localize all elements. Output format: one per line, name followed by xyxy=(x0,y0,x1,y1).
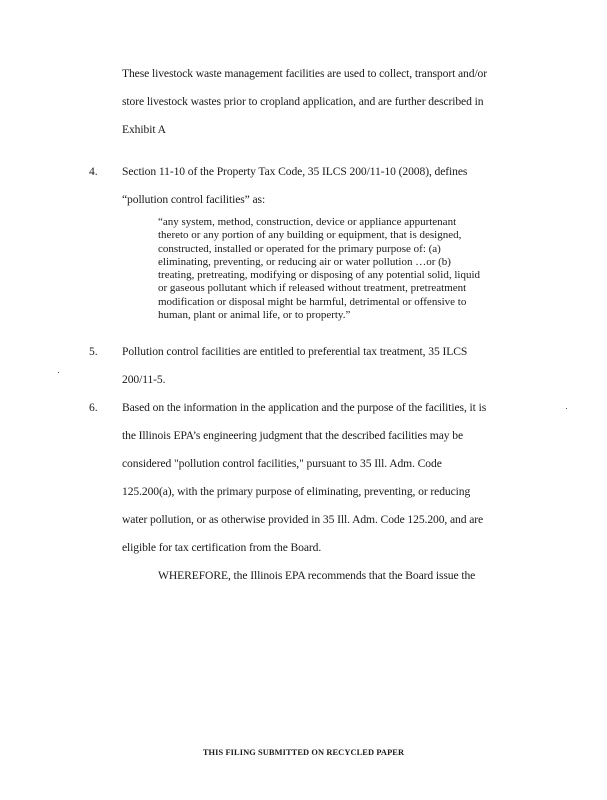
paragraph-4-line-1: Section 11-10 of the Property Tax Code, 35 ILCS 200/11-10 (2008), defines xyxy=(122,165,468,178)
quote-line: constructed, installed or operated for the primary purpose of: (a) xyxy=(158,242,441,255)
paragraph-5-line-2: 200/11-5. xyxy=(122,373,166,386)
paragraph-6-line-4: 125.200(a), with the primary purpose of eliminating, preventing, or reducing xyxy=(122,485,471,498)
scan-speck xyxy=(58,372,59,373)
recycled-paper-footer: THIS FILING SUBMITTED ON RECYCLED PAPER xyxy=(202,748,405,757)
scan-speck xyxy=(566,408,567,409)
statutory-quote xyxy=(158,216,503,322)
quote-line: thereto or any portion of any building or equipment, that is designed, xyxy=(158,229,462,242)
quote-line: human, plant or animal life, or to property.” xyxy=(158,309,351,322)
quote-line: treating, pretreating, modifying or disposing of any potential solid, liquid xyxy=(158,269,481,282)
intro-line-1: These livestock waste management facilities are used to collect, transport and/or xyxy=(122,67,488,80)
paragraph-6-line-3: considered "pollution control facilities," pursuant to 35 Ill. Adm. Code xyxy=(122,457,442,470)
paragraph-4-number: 4. xyxy=(89,165,98,178)
paragraph-6-line-5: water pollution, or as otherwise provided in 35 Ill. Adm. Code 125.200, and are xyxy=(122,513,484,526)
paragraph-6-line-6: eligible for tax certification from the Board. xyxy=(122,541,322,554)
paragraph-4-line-2: “pollution control facilities” as: xyxy=(122,193,266,206)
paragraph-5-line-1: Pollution control facilities are entitled to preferential tax treatment, 35 ILCS xyxy=(122,345,468,358)
quote-line: or gaseous pollutant which if released without treatment, pretreatment xyxy=(158,282,467,295)
intro-line-2: store livestock wastes prior to cropland application, and are further described in xyxy=(122,95,484,108)
paragraph-6-line-1: Based on the information in the application and the purpose of the facilities, it is xyxy=(122,401,487,414)
closing-line: WHEREFORE, the Illinois EPA recommends that the Board issue the xyxy=(158,569,476,582)
intro-line-3: Exhibit A xyxy=(122,123,166,136)
paragraph-6-line-2: the Illinois EPA’s engineering judgment that the described facilities may be xyxy=(122,429,463,442)
quote-line: eliminating, preventing, or reducing air or water pollution …or (b) xyxy=(158,255,451,268)
quote-line: modification or disposal might be harmful, detrimental or offensive to xyxy=(158,295,467,308)
paragraph-6-number: 6. xyxy=(89,401,98,414)
paragraph-5-number: 5. xyxy=(89,345,98,358)
quote-line: “any system, method, construction, device or appliance appurtenant xyxy=(158,216,457,228)
